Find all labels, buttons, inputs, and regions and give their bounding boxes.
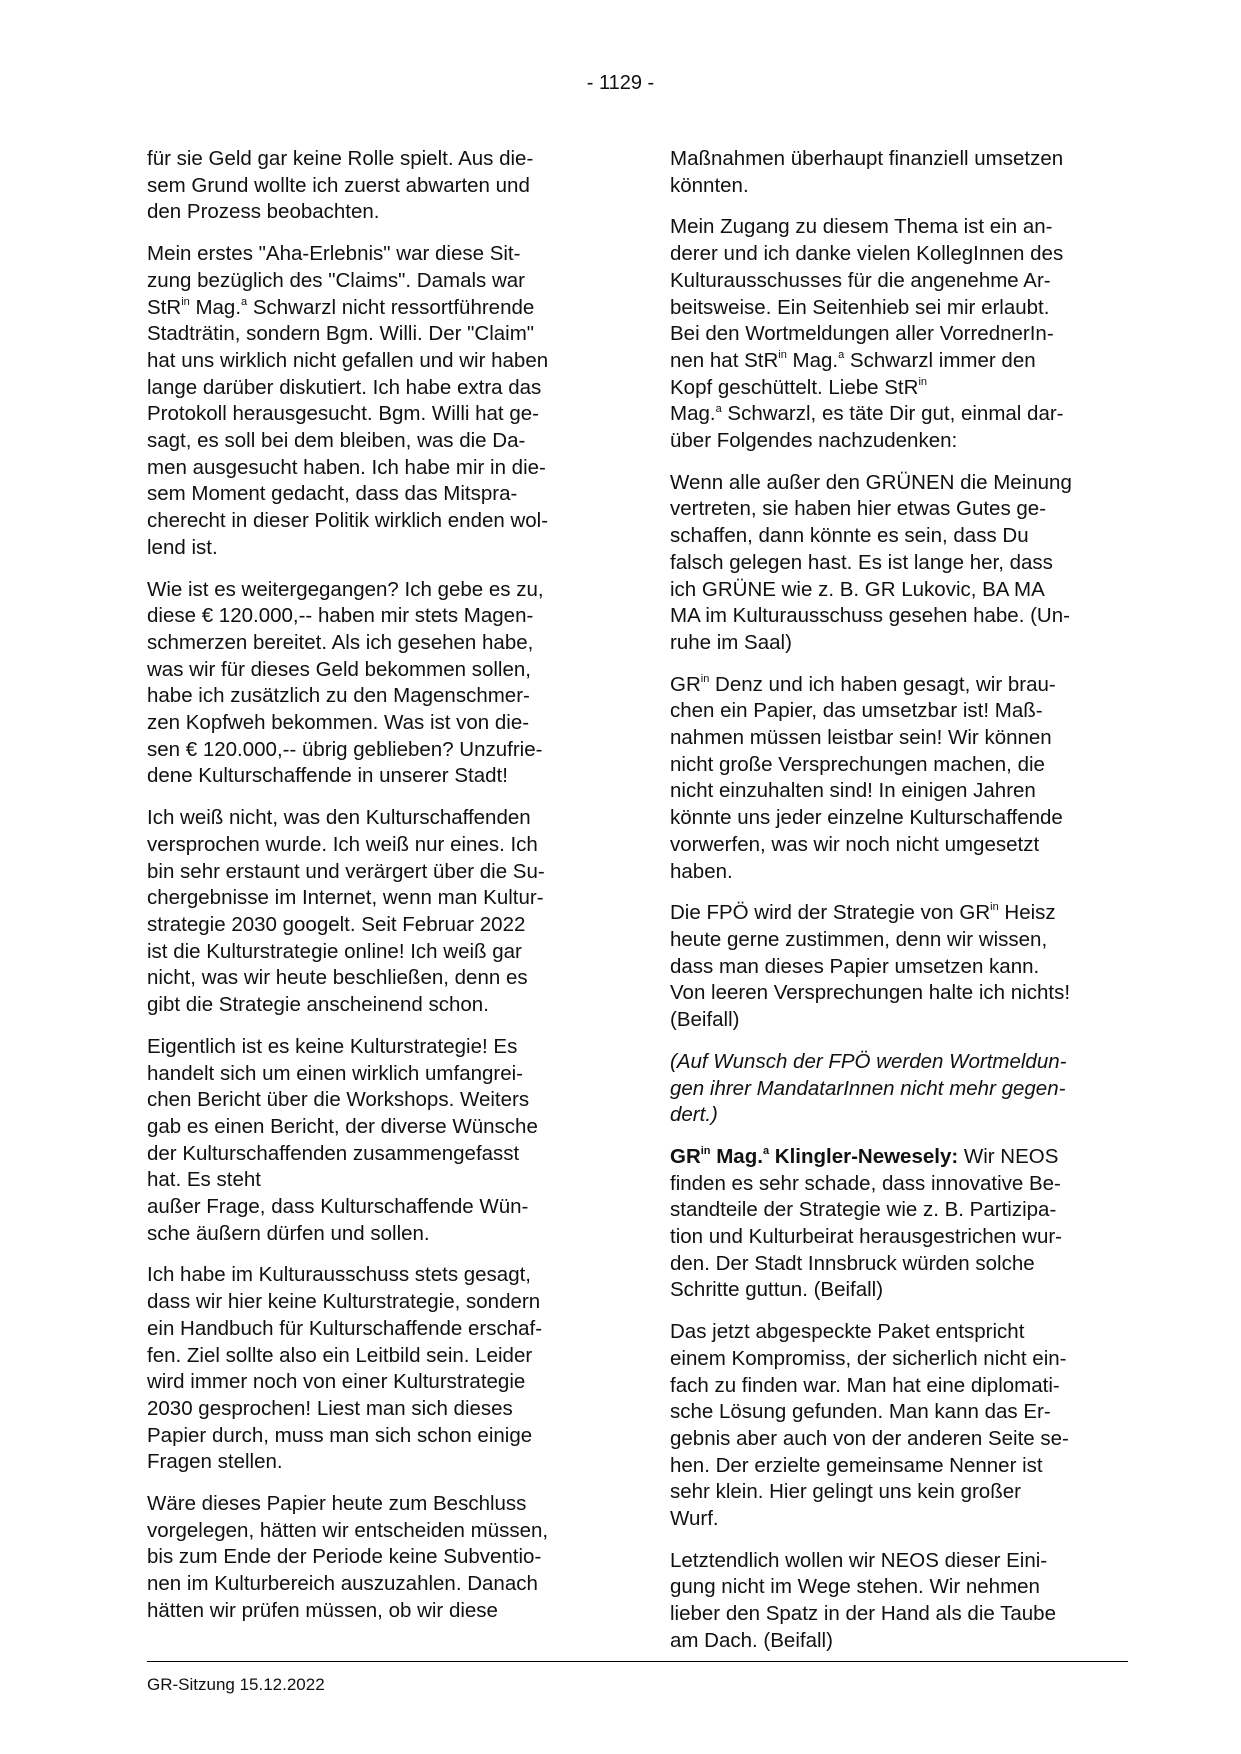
paragraph <box>147 1034 607 1248</box>
text-line: Mag.$^a$ Schwarzl, es täte Dir gut, einmal dar- <box>670 402 1064 426</box>
text-line: bis zum Ende der Periode keine Subventio- <box>147 1545 542 1569</box>
text-line: gen ihrer MandatarInnen nicht mehr gegen- <box>670 1076 1066 1100</box>
text-line: lend ist. <box>147 535 218 559</box>
paragraph <box>670 214 1130 454</box>
text-line: habe ich zusätzlich zu den Magenschmer- <box>147 684 530 708</box>
text-line: Ich weiß nicht, was den Kulturschaffenden <box>147 806 531 830</box>
footer-divider <box>147 1661 1128 1662</box>
text-line: zung bezüglich des "Claims". Damals war <box>147 268 526 292</box>
text-line: finden es sehr schade, dass innovative Be- <box>670 1171 1061 1195</box>
text-line: ich GRÜNE wie z. B. GR Lukovic, BA MA <box>670 577 1045 601</box>
text-line: chen Bericht über die Workshops. Weiters <box>147 1088 530 1112</box>
text-line: falsch gelegen hast. Es ist lange her, dass <box>670 550 1053 574</box>
text-line: Wurf. <box>670 1507 719 1531</box>
text-line: hätten wir prüfen müssen, ob wir diese <box>147 1598 498 1622</box>
text-line: Schritte guttun. (Beifall) <box>670 1278 884 1302</box>
text-line: nicht große Versprechungen machen, die <box>670 752 1045 776</box>
text-line: könnte uns jeder einzelne Kulturschaffende <box>670 806 1063 830</box>
text-line: gibt die Strategie anscheinend schon. <box>147 993 489 1017</box>
text-line: was wir für dieses Geld bekommen sollen, <box>147 657 531 681</box>
text-line: könnten. <box>670 173 749 197</box>
text-line: lange darüber diskutiert. Ich habe extra das <box>147 375 542 399</box>
text-line: ein Handbuch für Kulturschaffende erschaf- <box>147 1316 543 1340</box>
text-line: vertreten, sie haben hier etwas Gutes ge- <box>670 497 1047 521</box>
speaker-name: $GR^{in}$ Mag.$^a$ Klingler-Newesely: <box>670 1144 959 1168</box>
text-line: MA im Kulturausschuss gesehen habe. (Un- <box>670 604 1070 628</box>
text-line: zen Kopfweh bekommen. Was ist von die- <box>147 711 530 735</box>
text-line: der Kulturschaffenden zusammengefasst <box>147 1141 520 1165</box>
paragraph <box>147 1262 607 1476</box>
text-line: StR$^{in}$ Mag.$^a$ Schwarzl nicht ressortführende <box>147 295 535 319</box>
text-line: Maßnahmen überhaupt finanziell umsetzen <box>670 147 1064 170</box>
text-line: $GR^{in}$ Mag.$^a$ Klingler-Newesely: Wir NEOS <box>670 1144 1059 1168</box>
text-line: schaffen, dann könnte es sein, dass Du <box>670 524 1029 548</box>
paragraph <box>670 1319 1130 1533</box>
page-number: - 1129 - <box>586 72 655 94</box>
paragraph <box>147 1491 607 1625</box>
paragraph <box>670 1144 1130 1304</box>
text-line: beitsweise. Ein Seitenhieb sei mir erlaubt. <box>670 295 1050 319</box>
text-line: Das jetzt abgespeckte Paket entspricht <box>670 1320 1025 1344</box>
text-line: fen. Ziel sollte also ein Leitbild sein. Leider <box>147 1343 533 1367</box>
text-line: nicht, was wir heute beschließen, denn es <box>147 966 528 990</box>
text-line: Fragen stellen. <box>147 1450 283 1474</box>
left-column <box>147 146 607 1640</box>
text-line: am Dach. (Beifall) <box>670 1628 833 1652</box>
text-line: dene Kulturschaffende in unserer Stadt! <box>147 764 508 788</box>
text-line: Letztendlich wollen wir NEOS dieser Eini- <box>670 1548 1048 1572</box>
text-line: vorgelegen, hätten wir entscheiden müssen, <box>147 1518 549 1542</box>
text-line: $GR^{in}$ Denz und ich haben gesagt, wir brau- <box>670 672 1056 696</box>
text-line: lieber den Spatz in der Hand als die Taube <box>670 1602 1056 1626</box>
text-line: über Folgendes nachzudenken: <box>670 429 958 453</box>
text-line: nen im Kulturbereich auszuzahlen. Danach <box>147 1572 538 1596</box>
text-line: heute gerne zustimmen, denn wir wissen, <box>670 927 1048 951</box>
text-line: Papier durch, muss man sich schon einige <box>147 1423 533 1447</box>
text-line: (Beifall) <box>670 1008 740 1032</box>
text-line: sehr klein. Hier gelingt uns kein großer <box>670 1480 1021 1504</box>
text-line: dert.) <box>670 1103 718 1127</box>
text-line: sche Lösung gefunden. Man kann das Er- <box>670 1400 1051 1424</box>
text-line: Ich habe im Kulturausschuss stets gesagt, <box>147 1263 532 1287</box>
paragraph <box>147 241 607 561</box>
text-line: standteile der Strategie wie z. B. Partizipa- <box>670 1198 1057 1222</box>
text-line: haben. <box>670 859 733 883</box>
text-line: ruhe im Saal) <box>670 630 792 654</box>
paragraph <box>670 470 1130 657</box>
text-line: Wie ist es weitergegangen? Ich gebe es zu, <box>147 577 544 601</box>
text-line: dass wir hier keine Kulturstrategie, sondern <box>147 1290 541 1314</box>
text-line: Wenn alle außer den GRÜNEN die Meinung <box>670 470 1072 494</box>
text-line: versprochen wurde. Ich weiß nur eines. Ich <box>147 832 538 856</box>
text-line: wird immer noch von einer Kulturstrategie <box>147 1370 526 1394</box>
text-line: Die FPÖ wird der Strategie von $GR^{in}$ Heisz <box>670 901 1056 925</box>
text-line: sem Moment gedacht, dass das Mitspra- <box>147 482 518 506</box>
text-line: bin sehr erstaunt und verärgert über die Su- <box>147 859 545 883</box>
text-line: hat. Es steht <box>147 1168 261 1192</box>
footer-session-date: GR-Sitzung 15.12.2022 <box>147 1675 325 1694</box>
text-line: tion und Kulturbeirat herausgestrichen wur- <box>670 1225 1062 1249</box>
text-line: schmerzen bereitet. Als ich gesehen habe, <box>147 630 534 654</box>
text-line: dass man dieses Papier umsetzen kann. <box>670 954 1040 978</box>
text-line: men ausgesucht haben. Ich habe mir in die- <box>147 455 546 479</box>
paragraph <box>670 1548 1130 1655</box>
text-line: nicht einzuhalten sind! In einigen Jahren <box>670 779 1036 803</box>
right-column <box>670 146 1130 1670</box>
text-line: ist die Kulturstrategie online! Ich weiß gar <box>147 939 522 963</box>
text-line: gebnis aber auch von der anderen Seite se- <box>670 1426 1069 1450</box>
text-line: sagt, es soll bei dem bleiben, was die Da- <box>147 429 526 453</box>
text-line: strategie 2030 googelt. Seit Februar 2022 <box>147 912 526 936</box>
text-line: sen € 120.000,-- übrig geblieben? Unzufrie- <box>147 737 543 761</box>
text-line: 2030 gesprochen! Liest man sich dieses <box>147 1396 513 1420</box>
text-line: hat uns wirklich nicht gefallen und wir haben <box>147 348 549 372</box>
text-line: nen hat StR$^{in}$ Mag.$^a$ Schwarzl immer den <box>670 348 1036 372</box>
text-line: vorwerfen, was wir noch nicht umgesetzt <box>670 832 1040 856</box>
text-line: sche äußern dürfen und sollen. <box>147 1221 430 1245</box>
text-line: diese € 120.000,-- haben mir stets Magen- <box>147 604 534 628</box>
text-line: den. Der Stadt Innsbruck würden solche <box>670 1251 1035 1275</box>
paragraph <box>670 1049 1130 1129</box>
text-line: Stadträtin, sondern Bgm. Willi. Der "Claim" <box>147 322 535 346</box>
text-line: nahmen müssen leistbar sein! Wir können <box>670 726 1052 750</box>
text-line: Mein Zugang zu diesem Thema ist ein an- <box>670 215 1053 239</box>
paragraph <box>147 577 607 791</box>
text-line: Kulturausschusses für die angenehme Ar- <box>670 268 1051 292</box>
text-line: außer Frage, dass Kulturschaffende Wün- <box>147 1195 529 1219</box>
paragraph <box>670 672 1130 886</box>
text-line: fach zu finden war. Man hat eine diplomati- <box>670 1373 1060 1397</box>
text-line: gung nicht im Wege stehen. Wir nehmen <box>670 1575 1040 1599</box>
text-line: Eigentlich ist es keine Kulturstrategie! Es <box>147 1034 518 1058</box>
text-line: chen ein Papier, das umsetzbar ist! Maß- <box>670 699 1043 723</box>
paragraph <box>147 146 607 226</box>
text-line: Wäre dieses Papier heute zum Beschluss <box>147 1492 527 1516</box>
text-line: derer und ich danke vielen KollegInnen des <box>670 242 1064 266</box>
text-line: hen. Der erzielte gemeinsame Nenner ist <box>670 1453 1043 1477</box>
text-line: den Prozess beobachten. <box>147 200 380 224</box>
text-line: für sie Geld gar keine Rolle spielt. Aus die- <box>147 147 534 170</box>
text-line: Protokoll herausgesucht. Bgm. Willi hat ge- <box>147 402 539 426</box>
paragraph <box>670 146 1130 199</box>
paragraph <box>147 805 607 1019</box>
text-line: sem Grund wollte ich zuerst abwarten und <box>147 173 530 197</box>
text-line: einem Kompromiss, der sicherlich nicht ein- <box>670 1346 1067 1370</box>
text-line: handelt sich um einen wirklich umfangrei- <box>147 1061 524 1085</box>
text-line: Kopf geschüttelt. Liebe StR$^{in}$ <box>670 375 927 399</box>
text-line: (Auf Wunsch der FPÖ werden Wortmeldun- <box>670 1049 1067 1073</box>
text-line: Bei den Wortmeldungen aller VorrednerIn- <box>670 322 1054 346</box>
text-line: gab es einen Bericht, der diverse Wünsche <box>147 1114 538 1138</box>
paragraph <box>670 900 1130 1034</box>
text-line: Mein erstes "Aha-Erlebnis" war diese Sit- <box>147 242 521 266</box>
text-line: chergebnisse im Internet, wenn man Kultur- <box>147 886 544 910</box>
text-line: Von leeren Versprechungen halte ich nichts! <box>670 981 1071 1005</box>
text-line: cherecht in dieser Politik wirklich enden wol- <box>147 509 549 533</box>
